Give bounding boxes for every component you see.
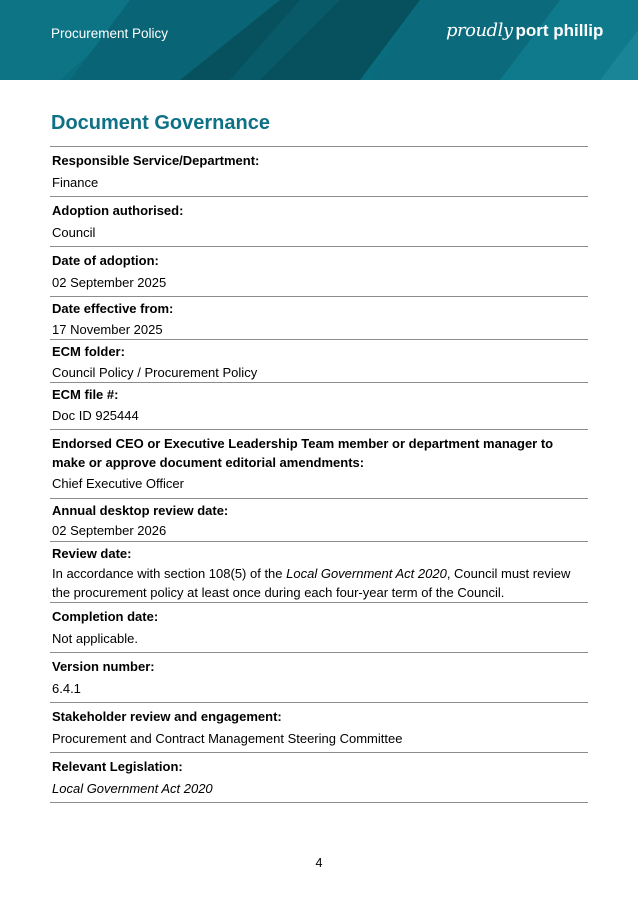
governance-row <box>50 197 588 247</box>
row-label: ECM folder: <box>52 344 125 359</box>
value-text: In accordance with section 108(5) of the <box>52 566 287 581</box>
row-label: Responsible Service/Department: <box>52 153 260 168</box>
logo-script-text: proudly <box>446 20 513 41</box>
row-label: Adoption authorised: <box>52 203 184 218</box>
row-label: Version number: <box>52 659 155 674</box>
row-label: Relevant Legislation: <box>52 759 183 774</box>
governance-row <box>50 247 588 297</box>
governance-row <box>50 753 588 803</box>
governance-row <box>50 603 588 653</box>
governance-row <box>50 499 588 542</box>
row-value: Chief Executive Officer <box>52 476 184 491</box>
page-header <box>0 0 638 80</box>
legislation-name: Local Government Act 2020 <box>286 566 447 581</box>
row-label: Date effective from: <box>52 301 174 316</box>
row-value: Council <box>52 224 96 240</box>
row-value: 02 September 2026 <box>52 523 167 538</box>
row-label: Date of adoption: <box>52 253 159 268</box>
row-value <box>52 780 586 799</box>
logo-bold-text: port phillip <box>515 21 604 40</box>
page-number: 4 <box>315 856 323 870</box>
row-value: 6.4.1 <box>52 680 81 696</box>
row-label: ECM file #: <box>52 387 119 402</box>
governance-row <box>50 703 588 753</box>
governance-row <box>50 653 588 703</box>
governance-row <box>50 430 588 499</box>
governance-row <box>50 383 588 430</box>
row-value: Not applicable. <box>52 630 138 646</box>
brand-logo <box>446 20 603 41</box>
row-label: Annual desktop review date: <box>52 502 229 518</box>
legislation-name: Local Government Act 2020 <box>52 780 213 796</box>
row-value: Doc ID 925444 <box>52 407 139 423</box>
row-label: Endorsed CEO or Executive Leadership Team member or department manager to make or approve document editorial amendments: <box>52 436 554 470</box>
row-label: Completion date: <box>52 609 159 624</box>
governance-row <box>50 297 588 340</box>
governance-row <box>50 340 588 383</box>
row-value: Finance <box>52 174 99 190</box>
row-value: 17 November 2025 <box>52 321 163 337</box>
row-value: 02 September 2025 <box>52 274 167 290</box>
governance-table <box>50 146 588 803</box>
header-document-title: Procurement Policy <box>51 26 169 41</box>
row-label: Review date: <box>52 545 132 561</box>
row-label: Stakeholder review and engagement: <box>52 709 282 724</box>
row-value: Council Policy / Procurement Policy <box>52 364 258 380</box>
page-title: Document Governance <box>51 112 270 134</box>
row-value: Procurement and Contract Management Steering Committee <box>52 730 403 746</box>
governance-row <box>50 542 588 604</box>
row-value <box>52 565 586 602</box>
governance-row <box>50 147 588 197</box>
value-text: , Council must review the procurement policy at least once during each four-year term of the Council. <box>52 566 571 600</box>
